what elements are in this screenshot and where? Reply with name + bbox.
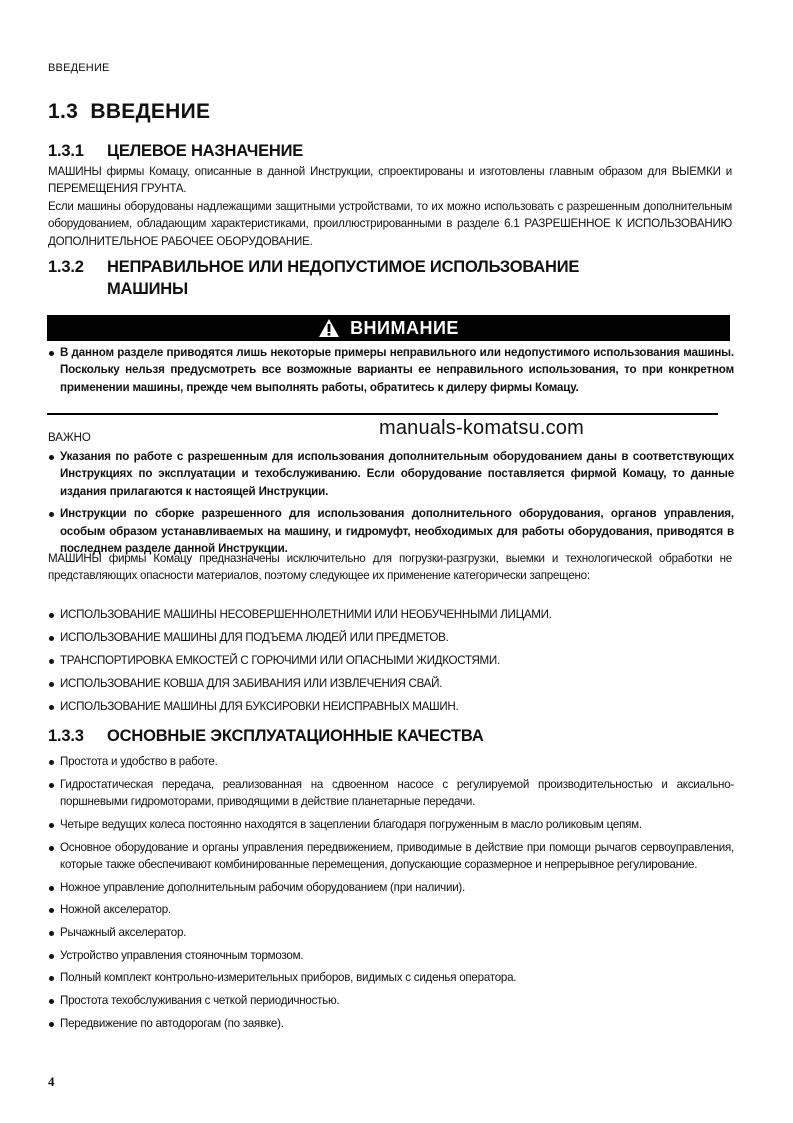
section-heading-text: ОСНОВНЫЕ ЭКСПЛУАТАЦИОННЫЕ КАЧЕСТВА	[107, 727, 484, 745]
list-item: Четыре ведущих колеса постоянно находятся в зацеплении благодаря погруженным в масло роликовым цепям.	[48, 816, 734, 833]
list-item: Ножное управление дополнительным рабочим оборудованием (при наличии).	[48, 879, 734, 896]
paragraph: Если машины оборудованы надлежащими защитными устройствами, то их можно использовать с разрешенным дополнительным оборудованием, обладающим характеристиками, проиллюстрированными в разделе 6.1 РАЗРЕШЕННОЕ К ИСПОЛЬЗОВАНИЮ ДОПОЛНИТЕЛЬНОЕ РАБОЧЕЕ ОБОРУДОВАНИЕ.	[48, 199, 732, 248]
section-number: 1.3.1	[48, 142, 84, 160]
section-heading-1-3-1	[48, 140, 303, 162]
bullet-icon	[49, 1022, 54, 1027]
bullet-icon	[49, 783, 54, 788]
section-title-1-3: 1.3 ВВЕДЕНИЕ	[48, 100, 211, 123]
list-item: Основное оборудование и органы управления передвижением, приводимые в действие при помощи рычагов сервоуправления, которые также обеспечивают комбинированные перемещения, допускающие соразмерное и непрерывное регулирование.	[48, 839, 734, 874]
warning-label: ВНИМАНИЕ	[350, 317, 459, 338]
warning-triangle-icon	[318, 318, 340, 338]
bullet-icon	[49, 659, 54, 664]
bullet-icon	[49, 823, 54, 828]
prohibited-list	[48, 606, 734, 721]
list-item: ИСПОЛЬЗОВАНИЕ МАШИНЫ ДЛЯ БУКСИРОВКИ НЕИСПРАВНЫХ МАШИН.	[48, 698, 734, 715]
running-head: ВВЕДЕНИЕ	[48, 62, 110, 74]
list-item: Инструкции по сборке разрешенного для использования дополнительного оборудования, органов управления, особым образом устанавливаемых на машину, и гидромуфт, необходимых для работы оборудования, приводятся в последнем разделе данной Инструкции.	[48, 505, 734, 557]
section-heading-text-cont: МАШИНЫ	[107, 280, 188, 298]
list-item: ИСПОЛЬЗОВАНИЕ КОВША ДЛЯ ЗАБИВАНИЯ ИЛИ ИЗВЛЕЧЕНИЯ СВАЙ.	[48, 675, 734, 692]
bullet-icon	[49, 613, 54, 618]
bullet-icon	[49, 886, 54, 891]
warning-list	[48, 344, 734, 401]
bullet-icon	[49, 351, 54, 356]
watermark: manuals-komatsu.com	[379, 417, 584, 439]
list-item: Передвижение по автодорогам (по заявке).	[48, 1015, 734, 1032]
divider	[47, 413, 718, 415]
bullet-icon	[49, 705, 54, 710]
bullet-icon	[49, 908, 54, 913]
bullet-icon	[49, 636, 54, 641]
list-item: ТРАНСПОРТИРОВКА ЕМКОСТЕЙ С ГОРЮЧИМИ ИЛИ ОПАСНЫМИ ЖИДКОСТЯМИ.	[48, 652, 734, 669]
paragraph: МАШИНЫ фирмы Комацу, описанные в данной Инструкции, спроектированы и изготовлены главным образом для ВЫЕМКИ и ПЕРЕМЕЩЕНИЯ ГРУНТА.	[48, 165, 732, 196]
section-number: 1.3.3	[48, 727, 84, 745]
list-item: Ножной акселератор.	[48, 901, 734, 918]
section-heading-text: НЕПРАВИЛЬНОЕ ИЛИ НЕДОПУСТИМОЕ ИСПОЛЬЗОВАНИЕ	[107, 258, 580, 276]
list-item: Полный комплект контрольно-измерительных приборов, видимых с сиденья оператора.	[48, 969, 734, 986]
list-item: ИСПОЛЬЗОВАНИЕ МАШИНЫ НЕСОВЕРШЕННОЛЕТНИМИ ИЛИ НЕОБУЧЕННЫМИ ЛИЦАМИ.	[48, 606, 734, 623]
prohibited-intro	[48, 550, 732, 585]
bullet-icon	[49, 931, 54, 936]
section-heading-text: ЦЕЛЕВОЕ НАЗНАЧЕНИЕ	[107, 142, 304, 160]
list-item: Гидростатическая передача, реализованная на сдвоенном насосе с регулируемой производительностью и аксиально-поршневыми гидромоторами, приводящими в действие планетарные передачи.	[48, 776, 734, 811]
page-number: 4	[48, 1074, 55, 1089]
bullet-icon	[49, 682, 54, 687]
list-item: Устройство управления стояночным тормозом.	[48, 947, 734, 964]
list-item: Указания по работе с разрешенным для использования дополнительным оборудованием даны в соответствующих Инструкциях по эксплуатации и техобслуживанию. Если оборудование поставляется фирмой Комацу, то данные издания прилагаются к настоящей Инструкции.	[48, 448, 734, 500]
bullet-icon	[49, 760, 54, 765]
list-item: Рычажный акселератор.	[48, 924, 734, 941]
bullet-icon	[49, 954, 54, 959]
list-item: Простота техобслуживания с четкой периодичностью.	[48, 992, 734, 1009]
bullet-icon	[49, 512, 54, 517]
features-list	[48, 753, 734, 1038]
section-1-3-1-body	[48, 163, 732, 250]
bullet-icon	[49, 846, 54, 851]
list-item: ИСПОЛЬЗОВАНИЕ МАШИНЫ ДЛЯ ПОДЪЕМА ЛЮДЕЙ ИЛИ ПРЕДМЕТОВ.	[48, 629, 734, 646]
warning-text: В данном разделе приводятся лишь некоторые примеры неправильного или недопустимого использования машины. Поскольку нельзя предусмотреть все возможные варианты ее неправильного использования, то при конкретном применении машины, прежде чем выполнять работы, обратитесь к дилеру фирмы Комацу.	[48, 344, 734, 396]
section-heading-1-3-3	[48, 725, 484, 747]
section-number: 1.3.2	[48, 258, 84, 276]
bullet-icon	[49, 999, 54, 1004]
important-label: ВАЖНО	[48, 432, 91, 444]
bullet-icon	[49, 455, 54, 460]
paragraph: МАШИНЫ фирмы Комацу предназначены исключительно для погрузки-разгрузки, выемки и технологической обработки не представляющих опасности материалов, поэтому следующее их применение категорически запрещено:	[48, 552, 732, 583]
important-list	[48, 448, 734, 562]
section-heading-1-3-2	[48, 256, 579, 300]
warning-banner	[47, 315, 730, 341]
bullet-icon	[49, 976, 54, 981]
list-item: Простота и удобство в работе.	[48, 753, 734, 770]
